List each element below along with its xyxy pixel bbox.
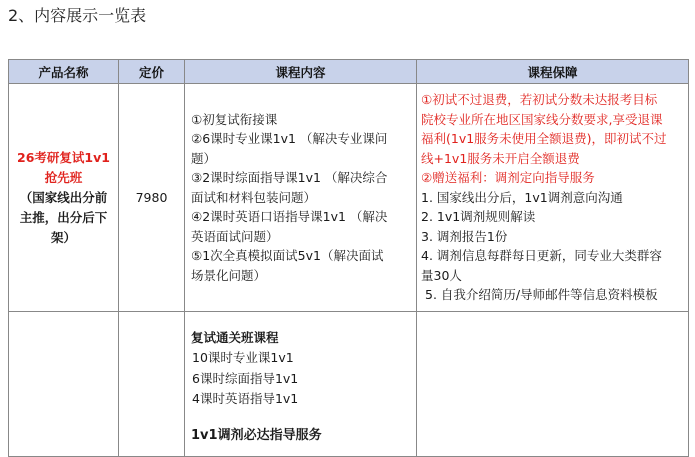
content-line: ①初复试衔接课 <box>191 111 278 127</box>
guarantee-line: 线+1v1服务未开启全额退费 <box>421 150 580 166</box>
guarantee-line: ①初试不过退费，若初试分数未达报考目标 <box>421 92 658 108</box>
guarantee-line: ②赠送福利：调剂定向指导服务 <box>421 170 595 186</box>
content-line: 场景化问题） <box>191 267 267 283</box>
course-guarantee-cell <box>417 84 689 312</box>
content-line: ③2课时综面指导课1v1 （解决综合 <box>191 170 388 186</box>
header-price: 定价 <box>119 60 185 84</box>
guarantee-line: 3. 调剂报告1份 <box>421 228 508 244</box>
guarantee-line: 2. 1v1调剂规则解读 <box>421 209 536 225</box>
content-line: 题） <box>191 150 217 166</box>
header-course-guarantee: 课程保障 <box>417 60 689 84</box>
content-item: 10课时专业课1v1 <box>192 350 294 365</box>
product-name-line: 26考研复试1v1 <box>17 149 110 165</box>
table-row <box>9 84 689 312</box>
guarantee-line: 量30人 <box>421 267 462 283</box>
header-product-name: 产品名称 <box>9 60 119 84</box>
guarantee-line: 4. 调剂信息每群每日更新，同专业大类群容 <box>421 248 662 264</box>
product-note-line: 架） <box>50 229 76 245</box>
product-note-line: 主推，出分后下 <box>19 209 108 225</box>
table-header-row <box>9 60 689 84</box>
course-content-cell <box>185 84 417 312</box>
content-subtitle: 1v1调剂必达指导服务 <box>191 427 322 443</box>
header-course-content: 课程内容 <box>185 60 417 84</box>
guarantee-line: 福利(1v1服务未使用全额退费)，即初试不过 <box>421 131 667 147</box>
course-table <box>8 59 689 457</box>
section-heading: 2、内容展示一览表 <box>8 6 147 25</box>
content-line: 面试和材料包装问题） <box>191 189 317 205</box>
content-line: ⑤1次全真模拟面试5v1（解决面试 <box>191 248 384 264</box>
product-note-line: （国家线出分前 <box>19 189 108 205</box>
price-cell: 7980 <box>119 84 185 312</box>
guarantee-line: 5. 自我介绍简历/导师邮件等信息资料模板 <box>425 287 658 303</box>
guarantee-line: 院校专业所在地区国家线分数要求,享受退课 <box>421 111 663 127</box>
content-line: ②6课时专业课1v1 （解决专业课问 <box>191 131 388 147</box>
content-line: ④2课时英语口语指导课1v1 （解决 <box>191 209 388 225</box>
content-title: 复试通关班课程 <box>191 330 279 345</box>
content-item: 6课时综面指导1v1 <box>192 370 299 386</box>
guarantee-line: 1. 国家线出分后，1v1调剂意向沟通 <box>421 189 623 205</box>
product-name-line: 抢先班 <box>44 169 83 185</box>
product-name-cell <box>9 84 119 312</box>
content-item: 4课时英语指导1v1 <box>192 391 299 406</box>
content-line: 英语面试问题） <box>191 228 279 244</box>
